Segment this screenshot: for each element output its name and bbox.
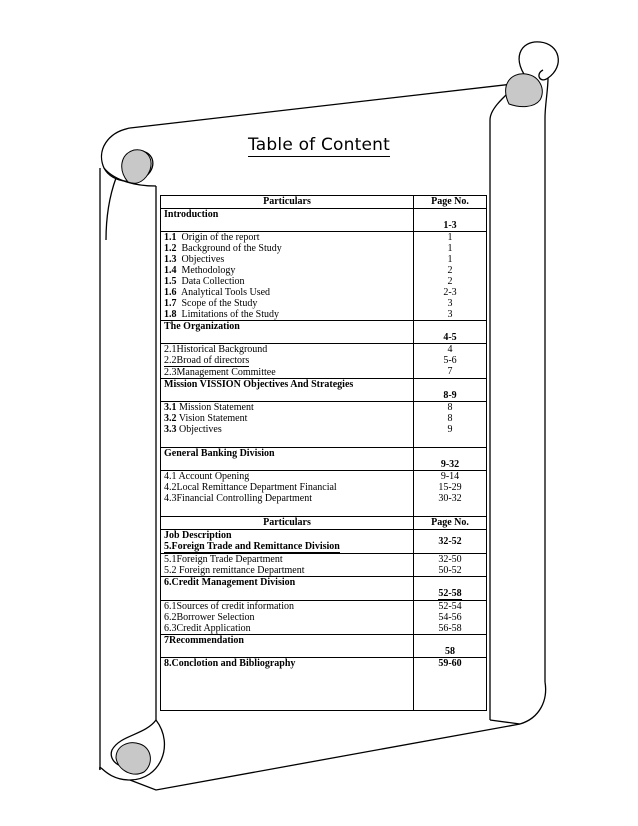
toc-item: 1.4 Methodology (164, 265, 236, 276)
toc-item: 4.3Financial Controlling Department (164, 493, 313, 504)
toc-item: 6.3Credit Application (164, 623, 251, 634)
section-heading: General Banking Division (161, 448, 414, 471)
item-pages: 32-50 50-52 (414, 554, 487, 577)
section-items-row (161, 344, 487, 379)
section-page: 8-9 (414, 379, 487, 402)
section-page: 59-60 (414, 658, 487, 711)
section-heading: Mission VISSION Objectives And Strategies (161, 379, 414, 402)
toc-table (160, 195, 487, 711)
page-no-header: Page No. (414, 517, 487, 530)
toc-item: 4.2Local Remittance Department Financial (164, 482, 337, 493)
section-heading-row (161, 577, 487, 601)
section-heading: 7Recommendation (161, 635, 414, 658)
section-heading-row (161, 658, 487, 711)
item-pages: 52-54 54-56 56-58 (414, 601, 487, 635)
section-heading-row (161, 635, 487, 658)
section-page: 9-32 (414, 448, 487, 471)
toc-item: 2.1Historical Background (164, 344, 268, 355)
toc-item: 1.2 Background of the Study (164, 243, 282, 254)
toc-item: 1.7 Scope of the Study (164, 298, 258, 309)
toc-item: 6.1Sources of credit information (164, 601, 294, 612)
toc-item: 2.2Broad of directors (164, 355, 250, 366)
section-heading-row (161, 379, 487, 402)
section-heading-row (161, 530, 487, 554)
section-heading: 6.Credit Management Division (161, 577, 414, 601)
item-pages: 8 8 9 (414, 402, 487, 448)
toc-item: 4.1 Account Opening (164, 471, 250, 482)
toc-item: 1.8 Limitations of the Study (164, 309, 279, 320)
particulars-header: Particulars (161, 196, 414, 209)
section-items-row (161, 471, 487, 517)
section-items (161, 471, 414, 517)
section-page: 52-58 (414, 577, 487, 601)
section-items (161, 344, 414, 379)
page-no-header: Page No. (414, 196, 487, 209)
toc-item: 3.1 Mission Statement (164, 402, 254, 413)
page-title: Table of Content (248, 135, 390, 155)
section-items-row (161, 601, 487, 635)
section-items-row (161, 232, 487, 321)
section-heading: 8.Conclotion and Bibliography (161, 658, 414, 711)
section-heading-row (161, 321, 487, 344)
item-pages: 1 1 1 2 2 2-3 3 3 (414, 232, 487, 321)
toc-item: 2.3Management Committee (164, 367, 276, 378)
toc-item: 1.1 Origin of the report (164, 232, 260, 243)
section-page: 32-52 (414, 530, 487, 554)
section-items (161, 601, 414, 635)
toc-item: 1.3 Objectives (164, 254, 225, 265)
section-heading: Introduction (161, 209, 414, 232)
section-heading-row (161, 448, 487, 471)
section-heading: Job Description 5.Foreign Trade and Remittance Division (161, 530, 414, 554)
toc-item: 1.6 Analytical Tools Used (164, 287, 271, 298)
section-page: 4-5 (414, 321, 487, 344)
toc-item: 5.1Foreign Trade Department (164, 554, 283, 565)
section-page: 1-3 (414, 209, 487, 232)
section-items-row (161, 554, 487, 577)
section-items-row (161, 402, 487, 448)
section-heading: The Organization (161, 321, 414, 344)
toc-item: 3.3 Objectives (164, 424, 222, 435)
section-items (161, 554, 414, 577)
particulars-header: Particulars (161, 517, 414, 530)
section-page: 58 (414, 635, 487, 658)
item-pages: 9-14 15-29 30-32 (414, 471, 487, 517)
toc-item: 1.5 Data Collection (164, 276, 245, 287)
toc-header-row (161, 196, 487, 209)
toc-item: 5.2 Foreign remittance Department (164, 565, 305, 576)
section-items (161, 402, 414, 448)
item-pages: 4 5-6 7 (414, 344, 487, 379)
section-heading-row (161, 209, 487, 232)
toc-item: 3.2 Vision Statement (164, 413, 248, 424)
toc-item: 6.2Borrower Selection (164, 612, 255, 623)
toc-header-row (161, 517, 487, 530)
section-items (161, 232, 414, 321)
